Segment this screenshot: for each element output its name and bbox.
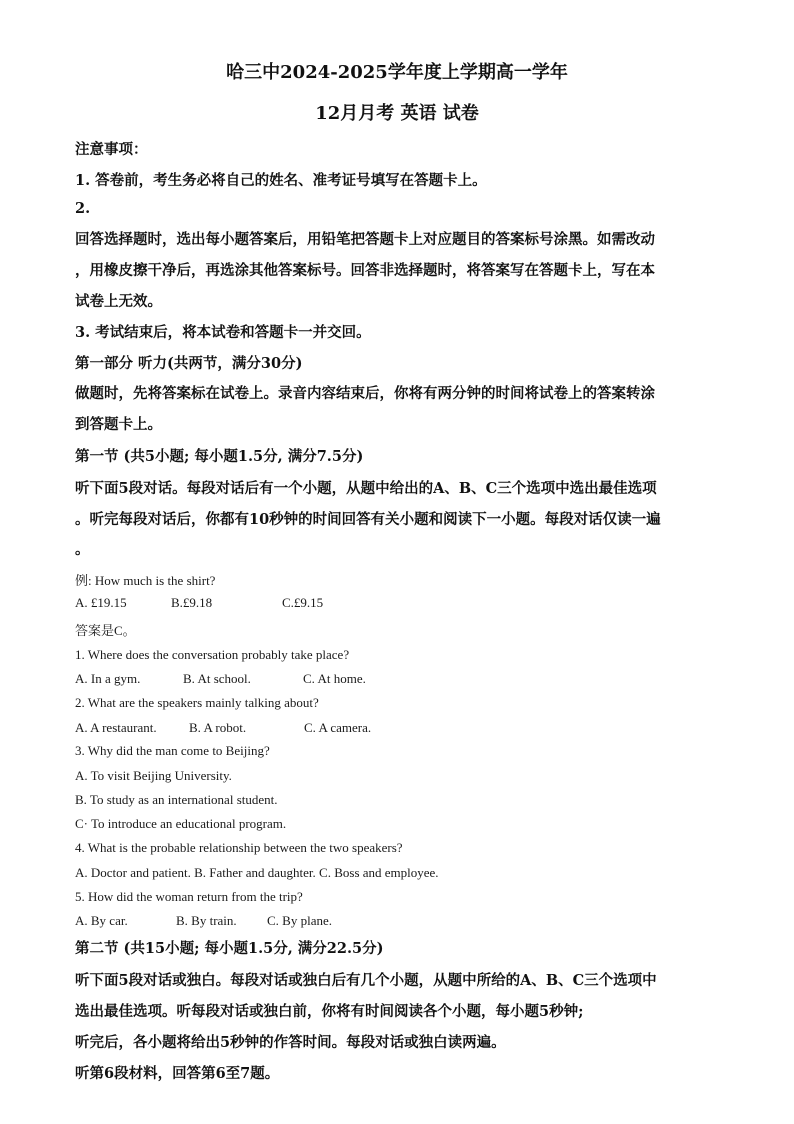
- section2-heading: 第二节 (共15小题; 每小题1.5分, 满分22.5分): [75, 940, 384, 957]
- part1-heading: 第一部分 听力(共两节，满分30分): [75, 355, 303, 372]
- section1-heading: 第一节 (共5小题; 每小题1.5分, 满分7.5分): [75, 448, 364, 465]
- question-3-option-b: B. To study as an international student.: [75, 792, 278, 807]
- section1-intro-line1: 听下面5段对话。每段对话后有一个小题，从题中给出的A、B、C三个选项中选出最佳选项: [75, 480, 657, 497]
- exam-title-line1: 哈三中2024-2025学年度上学期高一学年: [226, 62, 568, 83]
- notes-item-1: 1. 答卷前，考生务必将自己的姓名、准考证号填写在答题卡上。: [75, 172, 487, 189]
- section2-intro-line3: 听完后，各小题将给出5秒钟的作答时间。每段对话或独白读两遍。: [75, 1034, 506, 1051]
- notes-item-3: 3. 考试结束后，将本试卷和答题卡一并交回。: [75, 324, 371, 341]
- section1-intro-line3: 。: [75, 541, 90, 558]
- question-2: 2. What are the speakers mainly talking about?: [75, 695, 319, 710]
- question-5-option-a: A. By car.: [75, 913, 128, 928]
- example-question: 例: How much is the shirt?: [75, 573, 216, 588]
- question-1: 1. Where does the conversation probably take place?: [75, 647, 350, 662]
- section2-intro-line4: 听第6段材料，回答第6至7题。: [75, 1065, 280, 1082]
- question-2-option-c: C. A camera.: [304, 720, 372, 735]
- question-5-option-b: B. By train.: [176, 913, 237, 928]
- question-3-option-a: A. To visit Beijing University.: [75, 768, 232, 783]
- question-5: 5. How did the woman return from the trip?: [75, 889, 303, 904]
- question-1-option-b: B. At school.: [183, 671, 251, 686]
- question-4: 4. What is the probable relationship between the two speakers?: [75, 840, 403, 855]
- section2-intro-line2: 选出最佳选项。听每段对话或独白前，你将有时间阅读各个小题，每小题5秒钟;: [75, 1003, 584, 1020]
- question-3-option-c: C· To introduce an educational program.: [75, 816, 287, 831]
- example-answer: 答案是C。: [75, 623, 136, 638]
- part1-intro-line2: 到答题卡上。: [75, 416, 162, 433]
- notes-item-2-line2: ，用橡皮擦干净后，再选涂其他答案标号。回答非选择题时，将答案写在答题卡上，写在本: [75, 262, 655, 279]
- question-4-options: A. Doctor and patient. B. Father and daughter. C. Boss and employee.: [75, 865, 439, 880]
- question-2-option-b: B. A robot.: [189, 720, 247, 735]
- question-2-option-a: A. A restaurant.: [75, 720, 157, 735]
- question-1-option-a: A. In a gym.: [75, 671, 141, 686]
- question-3: 3. Why did the man come to Beijing?: [75, 743, 270, 758]
- notes-heading: 注意事项：: [75, 141, 148, 158]
- section1-intro-line2: 。听完每段对话后，你都有10秒钟的时间回答有关小题和阅读下一小题。每段对话仅读一遍: [75, 511, 661, 528]
- question-5-option-c: C. By plane.: [267, 913, 332, 928]
- notes-item-2-line1: 回答选择题时，选出每小题答案后，用铅笔把答题卡上对应题目的答案标号涂黑。如需改动: [75, 231, 655, 248]
- question-1-option-c: C. At home.: [303, 671, 366, 686]
- exam-title-line2: 12月月考 英语 试卷: [315, 103, 479, 124]
- notes-item-2-line3: 试卷上无效。: [75, 293, 162, 310]
- example-option-b: B.£9.18: [171, 595, 213, 610]
- notes-item-2-number: 2.: [75, 200, 91, 217]
- section2-intro-line1: 听下面5段对话或独白。每段对话或独白后有几个小题，从题中所给的A、B、C三个选项中: [75, 972, 657, 989]
- example-option-c: C.£9.15: [282, 595, 324, 610]
- example-option-a: A. £19.15: [75, 595, 127, 610]
- part1-intro-line1: 做题时，先将答案标在试卷上。录音内容结束后，你将有两分钟的时间将试卷上的答案转涂: [75, 385, 655, 402]
